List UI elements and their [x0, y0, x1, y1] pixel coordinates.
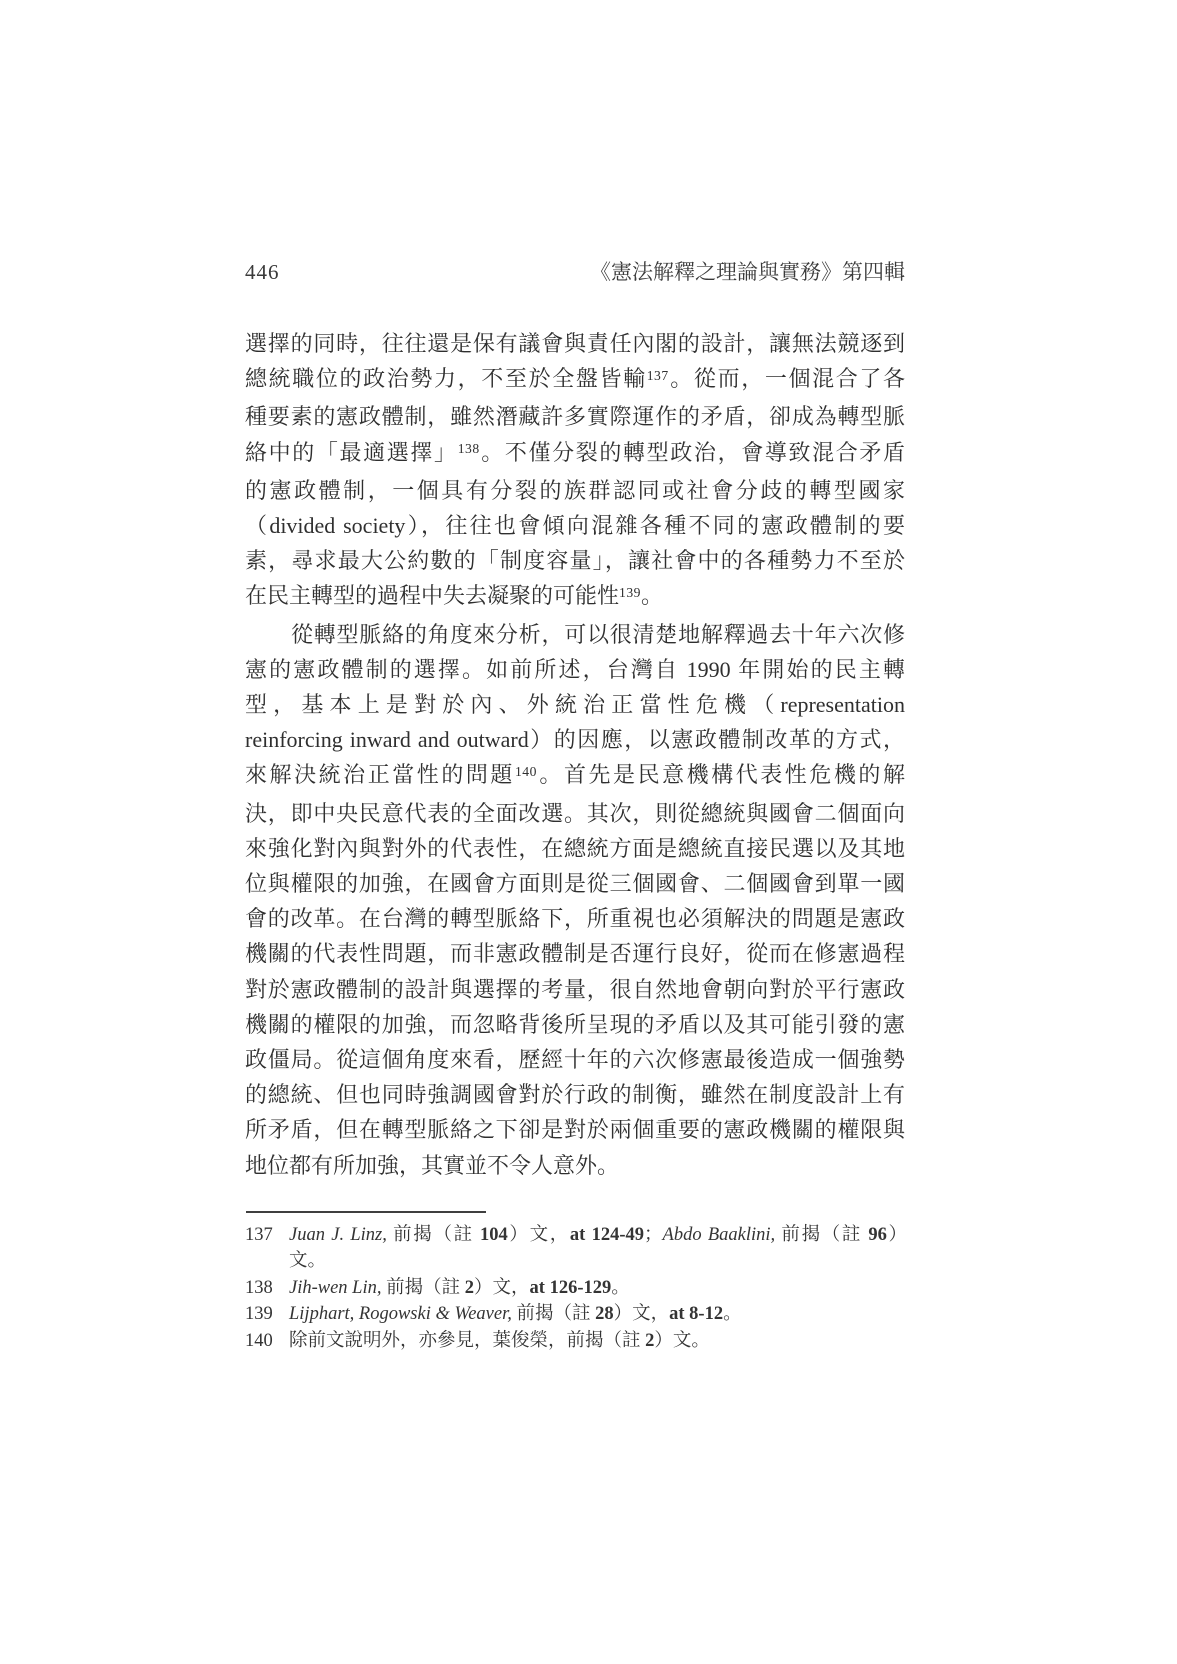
- body-line: [245, 435, 905, 473]
- text-run: 。: [611, 1277, 630, 1298]
- footnote-text: [289, 1328, 907, 1354]
- body-line: [245, 1077, 905, 1112]
- body-line: [245, 578, 905, 616]
- text-run: （divided society），往往也會傾向混雜各種不同的憲政體制的要: [245, 513, 905, 539]
- paragraph: [245, 326, 905, 617]
- footnote-number: 138: [245, 1277, 273, 1298]
- footnote-text: [289, 1222, 907, 1275]
- paragraph: [245, 617, 905, 1183]
- citation-author: Lijphart, Rogowski & Weaver,: [289, 1304, 512, 1325]
- text-run: 位與權限的加強，在國會方面則是從三個國會、二個國會到單一國: [245, 871, 905, 897]
- body-line: [245, 722, 905, 757]
- citation-locator: 2: [464, 1277, 475, 1298]
- footnote-separator: [246, 1211, 486, 1213]
- body: [245, 326, 905, 1183]
- text-run: 會的改革。在台灣的轉型脈絡下，所重視也必須解決的問題是憲政: [245, 906, 905, 932]
- text-run: 對於憲政體制的設計與選擇的考量，很自然地會朝向對於平行憲政: [245, 976, 905, 1002]
- citation-author: Jih-wen Lin,: [289, 1277, 382, 1298]
- footnote-marker: 140: [514, 764, 537, 780]
- footnote-line: [289, 1248, 907, 1274]
- body-line: [245, 399, 905, 434]
- text-run: 憲的憲政體制的選擇。如前所述，台灣自 1990 年開始的民主轉: [245, 656, 905, 682]
- body-line: [245, 796, 905, 831]
- body-line: [245, 1112, 905, 1147]
- text-run: ）文，: [474, 1277, 530, 1298]
- footnote-line: [289, 1222, 907, 1248]
- body-line: [245, 473, 905, 508]
- text-run: 。: [640, 583, 663, 609]
- body-line: [245, 831, 905, 866]
- text-run: 在民主轉型的過程中失去凝聚的可能性: [245, 583, 620, 609]
- text-run: 除前文說明外，亦參見，葉俊榮，前揭（註: [289, 1330, 646, 1351]
- text-run: 前揭（註: [511, 1304, 596, 1325]
- text-run: 機關的代表性問題，而非憲政體制是否運行良好，從而在修憲過程: [245, 941, 905, 967]
- citation-locator: at 124-49: [569, 1225, 644, 1245]
- body-line: [245, 326, 905, 361]
- footnotes: [245, 1222, 907, 1354]
- body-line: [245, 687, 905, 722]
- text-run: 來解決統治正當性的問題: [245, 762, 515, 788]
- page-number: 446: [245, 260, 280, 284]
- citation-locator: 96: [868, 1225, 887, 1245]
- text-run: 來強化對內與對外的代表性，在總統方面是總統直接民選以及其地: [245, 835, 905, 861]
- body-line: [245, 972, 905, 1007]
- body-line: [245, 543, 905, 578]
- footnote: [245, 1328, 907, 1354]
- text-run: 前揭（註: [386, 1225, 481, 1245]
- text-run: 種要素的憲政體制，雖然潛藏許多實際運作的矛盾，卻成為轉型脈: [245, 404, 905, 430]
- text-run: ）文，: [507, 1225, 570, 1245]
- citation-locator: 2: [645, 1330, 655, 1351]
- citation-locator: 28: [595, 1304, 614, 1325]
- body-line: [245, 1007, 905, 1042]
- citation-locator: at 126-129: [529, 1277, 612, 1298]
- text-run: 地位都有所加強，其實並不令人意外。: [245, 1152, 620, 1178]
- text-run: ）: [886, 1225, 907, 1245]
- text-run: reinforcing inward and outward）的因應，以憲政體制改革的方式，: [245, 727, 905, 753]
- body-line: [245, 617, 905, 652]
- text-run: 。: [723, 1304, 742, 1325]
- footnote-marker: 139: [619, 585, 641, 601]
- text-run: 的總統、但也同時強調國會對於行政的制衡，雖然在制度設計上有: [245, 1082, 905, 1108]
- text-run: 所矛盾，但在轉型脈絡之下卻是對於兩個重要的憲政機關的權限與: [245, 1117, 905, 1143]
- body-line: [245, 1148, 905, 1183]
- text-run: 前揭（註: [775, 1225, 869, 1245]
- body-line: [245, 936, 905, 971]
- text-run: 。不僅分裂的轉型政治，會導致混合矛盾: [479, 439, 905, 465]
- footnote: [245, 1301, 907, 1327]
- citation-author: Abdo Baaklini,: [662, 1225, 776, 1245]
- text-run: 。首先是民意機構代表性危機的解: [536, 762, 905, 788]
- body-line: [245, 652, 905, 687]
- text-run: 。從而，一個混合了各: [668, 366, 905, 392]
- text-run: 從轉型脈絡的角度來分析，可以很清楚地解釋過去十年六次修: [291, 621, 905, 647]
- footnote-number: 137: [245, 1225, 273, 1245]
- text-run: 機關的權限的加強，而忽略背後所呈現的矛盾以及其可能引發的憲: [245, 1011, 905, 1037]
- body-line: [245, 508, 905, 543]
- text-run: 前揭（註: [381, 1277, 465, 1298]
- body-line: [245, 361, 905, 399]
- citation-author: Juan J. Linz,: [289, 1225, 387, 1245]
- citation-locator: 104: [480, 1225, 508, 1245]
- text-run: ）文。: [654, 1330, 710, 1351]
- text-run: 的憲政體制，一個具有分裂的族群認同或社會分歧的轉型國家: [245, 477, 905, 503]
- footnote-line: [289, 1328, 907, 1354]
- footnote-marker: 138: [457, 441, 480, 457]
- text-run: 文。: [289, 1251, 327, 1272]
- footnote: [245, 1222, 907, 1275]
- citation-locator: at 8-12: [669, 1304, 724, 1325]
- footnote-line: [289, 1275, 907, 1301]
- footnote-marker: 137: [646, 368, 669, 384]
- footnote: [245, 1275, 907, 1301]
- body-line: [245, 1042, 905, 1077]
- text-run: ）文，: [613, 1304, 670, 1325]
- footnote-number: 139: [245, 1304, 273, 1325]
- text-run: 總統職位的政治勢力，不至於全盤皆輸: [245, 366, 647, 392]
- text-run: 決，即中央民意代表的全面改選。其次，則從總統與國會二個面向: [245, 800, 905, 826]
- footnote-text: [289, 1301, 907, 1327]
- body-line: [245, 901, 905, 936]
- body-line: [245, 757, 905, 795]
- body-line: [245, 866, 905, 901]
- footnote-line: [289, 1301, 907, 1327]
- text-run: ；: [644, 1225, 663, 1245]
- footnote-number: 140: [245, 1330, 273, 1351]
- footnote-text: [289, 1275, 907, 1301]
- page-header: [245, 256, 905, 286]
- text-run: 型，基本上是對於內、外統治正當性危機（representation: [245, 692, 905, 718]
- text-run: 素，尋求最大公約數的「制度容量」，讓社會中的各種勢力不至於: [245, 548, 905, 574]
- running-head-book-title: 《憲法解釋之理論與實務》第四輯: [590, 260, 905, 284]
- text-run: 政僵局。從這個角度來看，歷經十年的六次修憲最後造成一個強勢: [245, 1047, 905, 1073]
- text-run: 絡中的「最適選擇」: [245, 439, 458, 465]
- text-run: 選擇的同時，往往還是保有議會與責任內閣的設計，讓無法競逐到: [245, 331, 905, 356]
